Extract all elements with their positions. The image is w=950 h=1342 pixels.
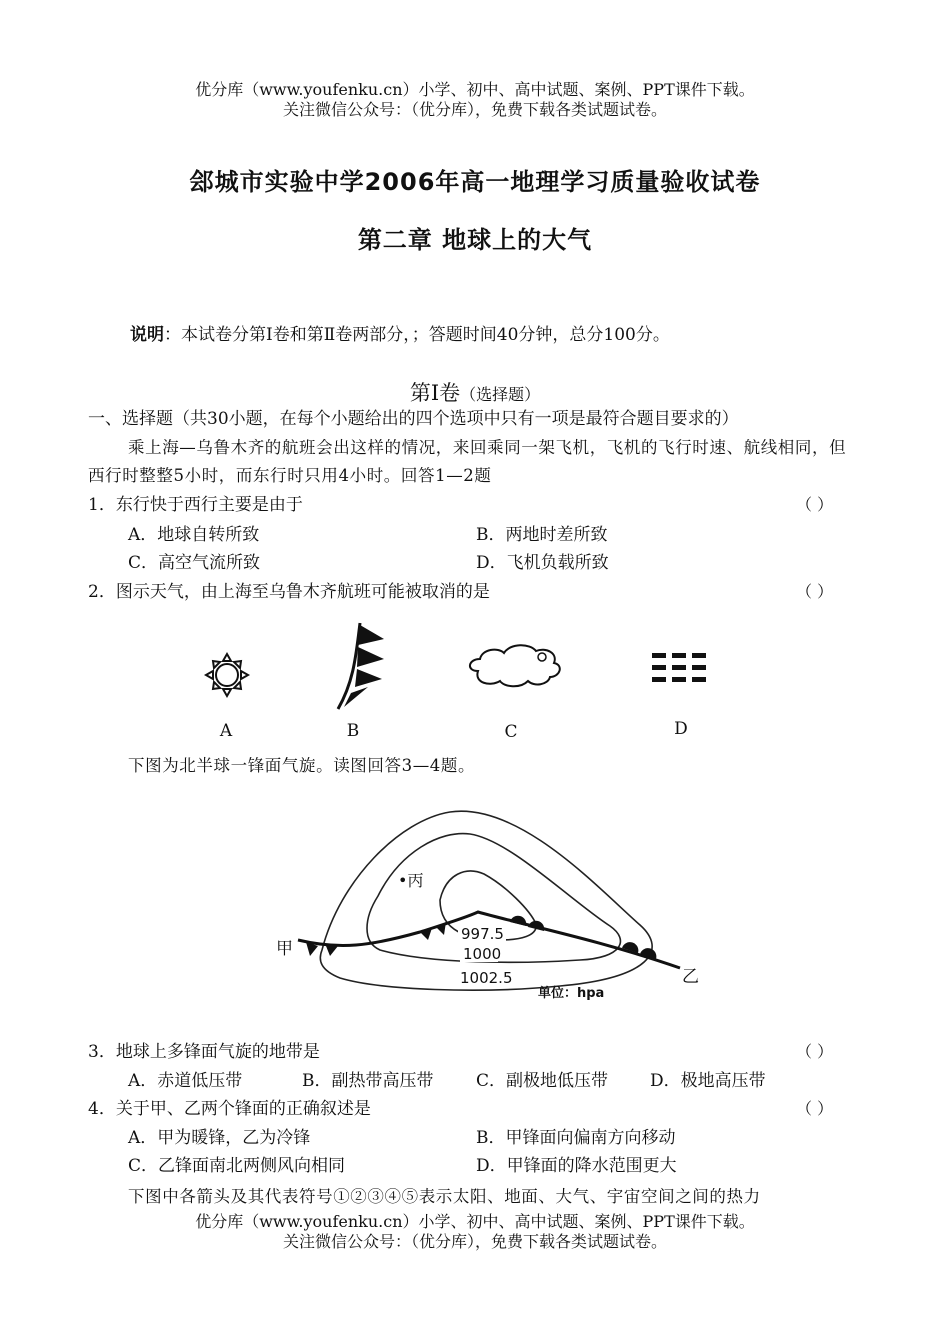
fog-icon xyxy=(652,653,706,682)
q4-option-c[interactable]: C．乙锋面南北两侧风向相同 xyxy=(128,1156,346,1176)
unit-label: 单位：hpa xyxy=(538,986,605,1001)
q3-option-b[interactable]: B．副热带高压带 xyxy=(302,1071,434,1091)
point-jia-label: 甲 xyxy=(276,939,293,959)
q1-option-a[interactable]: A．地球自转所致 xyxy=(128,525,260,545)
section-heading: 一、选择题（共30小题，在每个小题给出的四个选项中只有一项是最符合题目要求的） xyxy=(88,409,739,429)
q2-label-b[interactable]: B xyxy=(346,721,360,741)
note-label: 说明 xyxy=(130,325,164,345)
chapter-title: 第二章 地球上的大气 xyxy=(357,226,593,254)
intro-paragraph-1: 乘上海—乌鲁木齐的航班会出这样的情况，来回乘同一架飞机，飞机的飞行时速、航线相同，但西行时整整5小时，而东行时只用4小时。回答1—2题 xyxy=(88,438,847,485)
page-title: 郐城市实验中学2006年高一地理学习质量验收试卷 xyxy=(189,168,761,196)
q2-label-a[interactable]: A xyxy=(219,721,233,741)
q4-answer-blank[interactable]: （ ） xyxy=(796,1099,834,1118)
isobar-label-1000: 1000 xyxy=(463,945,502,963)
isobar-label-1002-5: 1002.5 xyxy=(460,969,513,987)
sun-icon xyxy=(206,654,248,696)
q3-option-d[interactable]: D．极地高压带 xyxy=(650,1071,766,1091)
q4-stem: 4．关于甲、乙两个锋面的正确叙述是 xyxy=(88,1099,371,1119)
intro-paragraph-2: 下图为北半球一锋面气旋。读图回答3—4题。 xyxy=(128,756,476,775)
q2-label-c[interactable]: C xyxy=(504,722,518,742)
weather-symbols xyxy=(0,615,950,715)
point-bing-label: •丙 xyxy=(398,871,424,890)
q1-option-c[interactable]: C．高空气流所致 xyxy=(128,553,261,573)
wind-barb-icon xyxy=(338,623,384,709)
exam-note xyxy=(130,324,670,346)
frontal-cyclone-diagram xyxy=(0,800,950,1020)
q1-answer-blank[interactable]: （ ） xyxy=(796,495,834,514)
cloud-icon xyxy=(470,645,560,686)
part1-title: 第Ⅰ卷 xyxy=(409,381,461,405)
q2-stem: 2．图示天气，由上海至乌鲁木齐航班可能被取消的是 xyxy=(88,582,490,602)
q4-option-d[interactable]: D．甲锋面的降水范围更大 xyxy=(476,1156,677,1176)
q3-option-c[interactable]: C．副极地低压带 xyxy=(476,1071,609,1091)
part1-subtitle: （选择题） xyxy=(460,385,541,404)
q3-option-a[interactable]: A．赤道低压带 xyxy=(128,1071,243,1091)
q2-answer-blank[interactable]: （ ） xyxy=(796,582,834,601)
footer-line-1: 优分库（www.youfenku.cn）小学、初中、高中试题、案例、PPT课件下载。 xyxy=(195,1212,755,1231)
part1-heading xyxy=(0,377,950,407)
q4-option-b[interactable]: B．甲锋面向偏南方向移动 xyxy=(476,1128,676,1148)
cold-front-triangles xyxy=(306,922,446,956)
header-line-2: 关注微信公众号：（优分库），免费下载各类试题试卷。 xyxy=(282,100,667,119)
q1-option-d[interactable]: D．飞机负载所致 xyxy=(476,553,609,573)
isobar-label-997-5: 997.5 xyxy=(461,925,504,943)
q1-option-b[interactable]: B．两地时差所致 xyxy=(476,525,608,545)
q2-label-d[interactable]: D xyxy=(674,719,688,739)
intro-paragraph-3: 下图中各箭头及其代表符号①②③④⑤表示太阳、地面、大气、宇宙空间之间的热力 xyxy=(128,1187,761,1206)
q4-option-a[interactable]: A．甲为暖锋，乙为冷锋 xyxy=(128,1128,311,1148)
note-text: ：本试卷分第Ⅰ卷和第Ⅱ卷两部分，；答题时间40分钟，总分100分。 xyxy=(164,325,670,345)
q1-stem: 1．东行快于西行主要是由于 xyxy=(88,495,303,515)
footer-line-2: 关注微信公众号：（优分库），免费下载各类试题试卷。 xyxy=(282,1232,667,1251)
q3-stem: 3．地球上多锋面气旋的地带是 xyxy=(88,1042,320,1062)
header-line-1: 优分库（www.youfenku.cn）小学、初中、高中试题、案例、PPT课件下载。 xyxy=(195,80,755,99)
q3-answer-blank[interactable]: （ ） xyxy=(796,1042,834,1061)
point-yi-label: 乙 xyxy=(682,967,699,987)
